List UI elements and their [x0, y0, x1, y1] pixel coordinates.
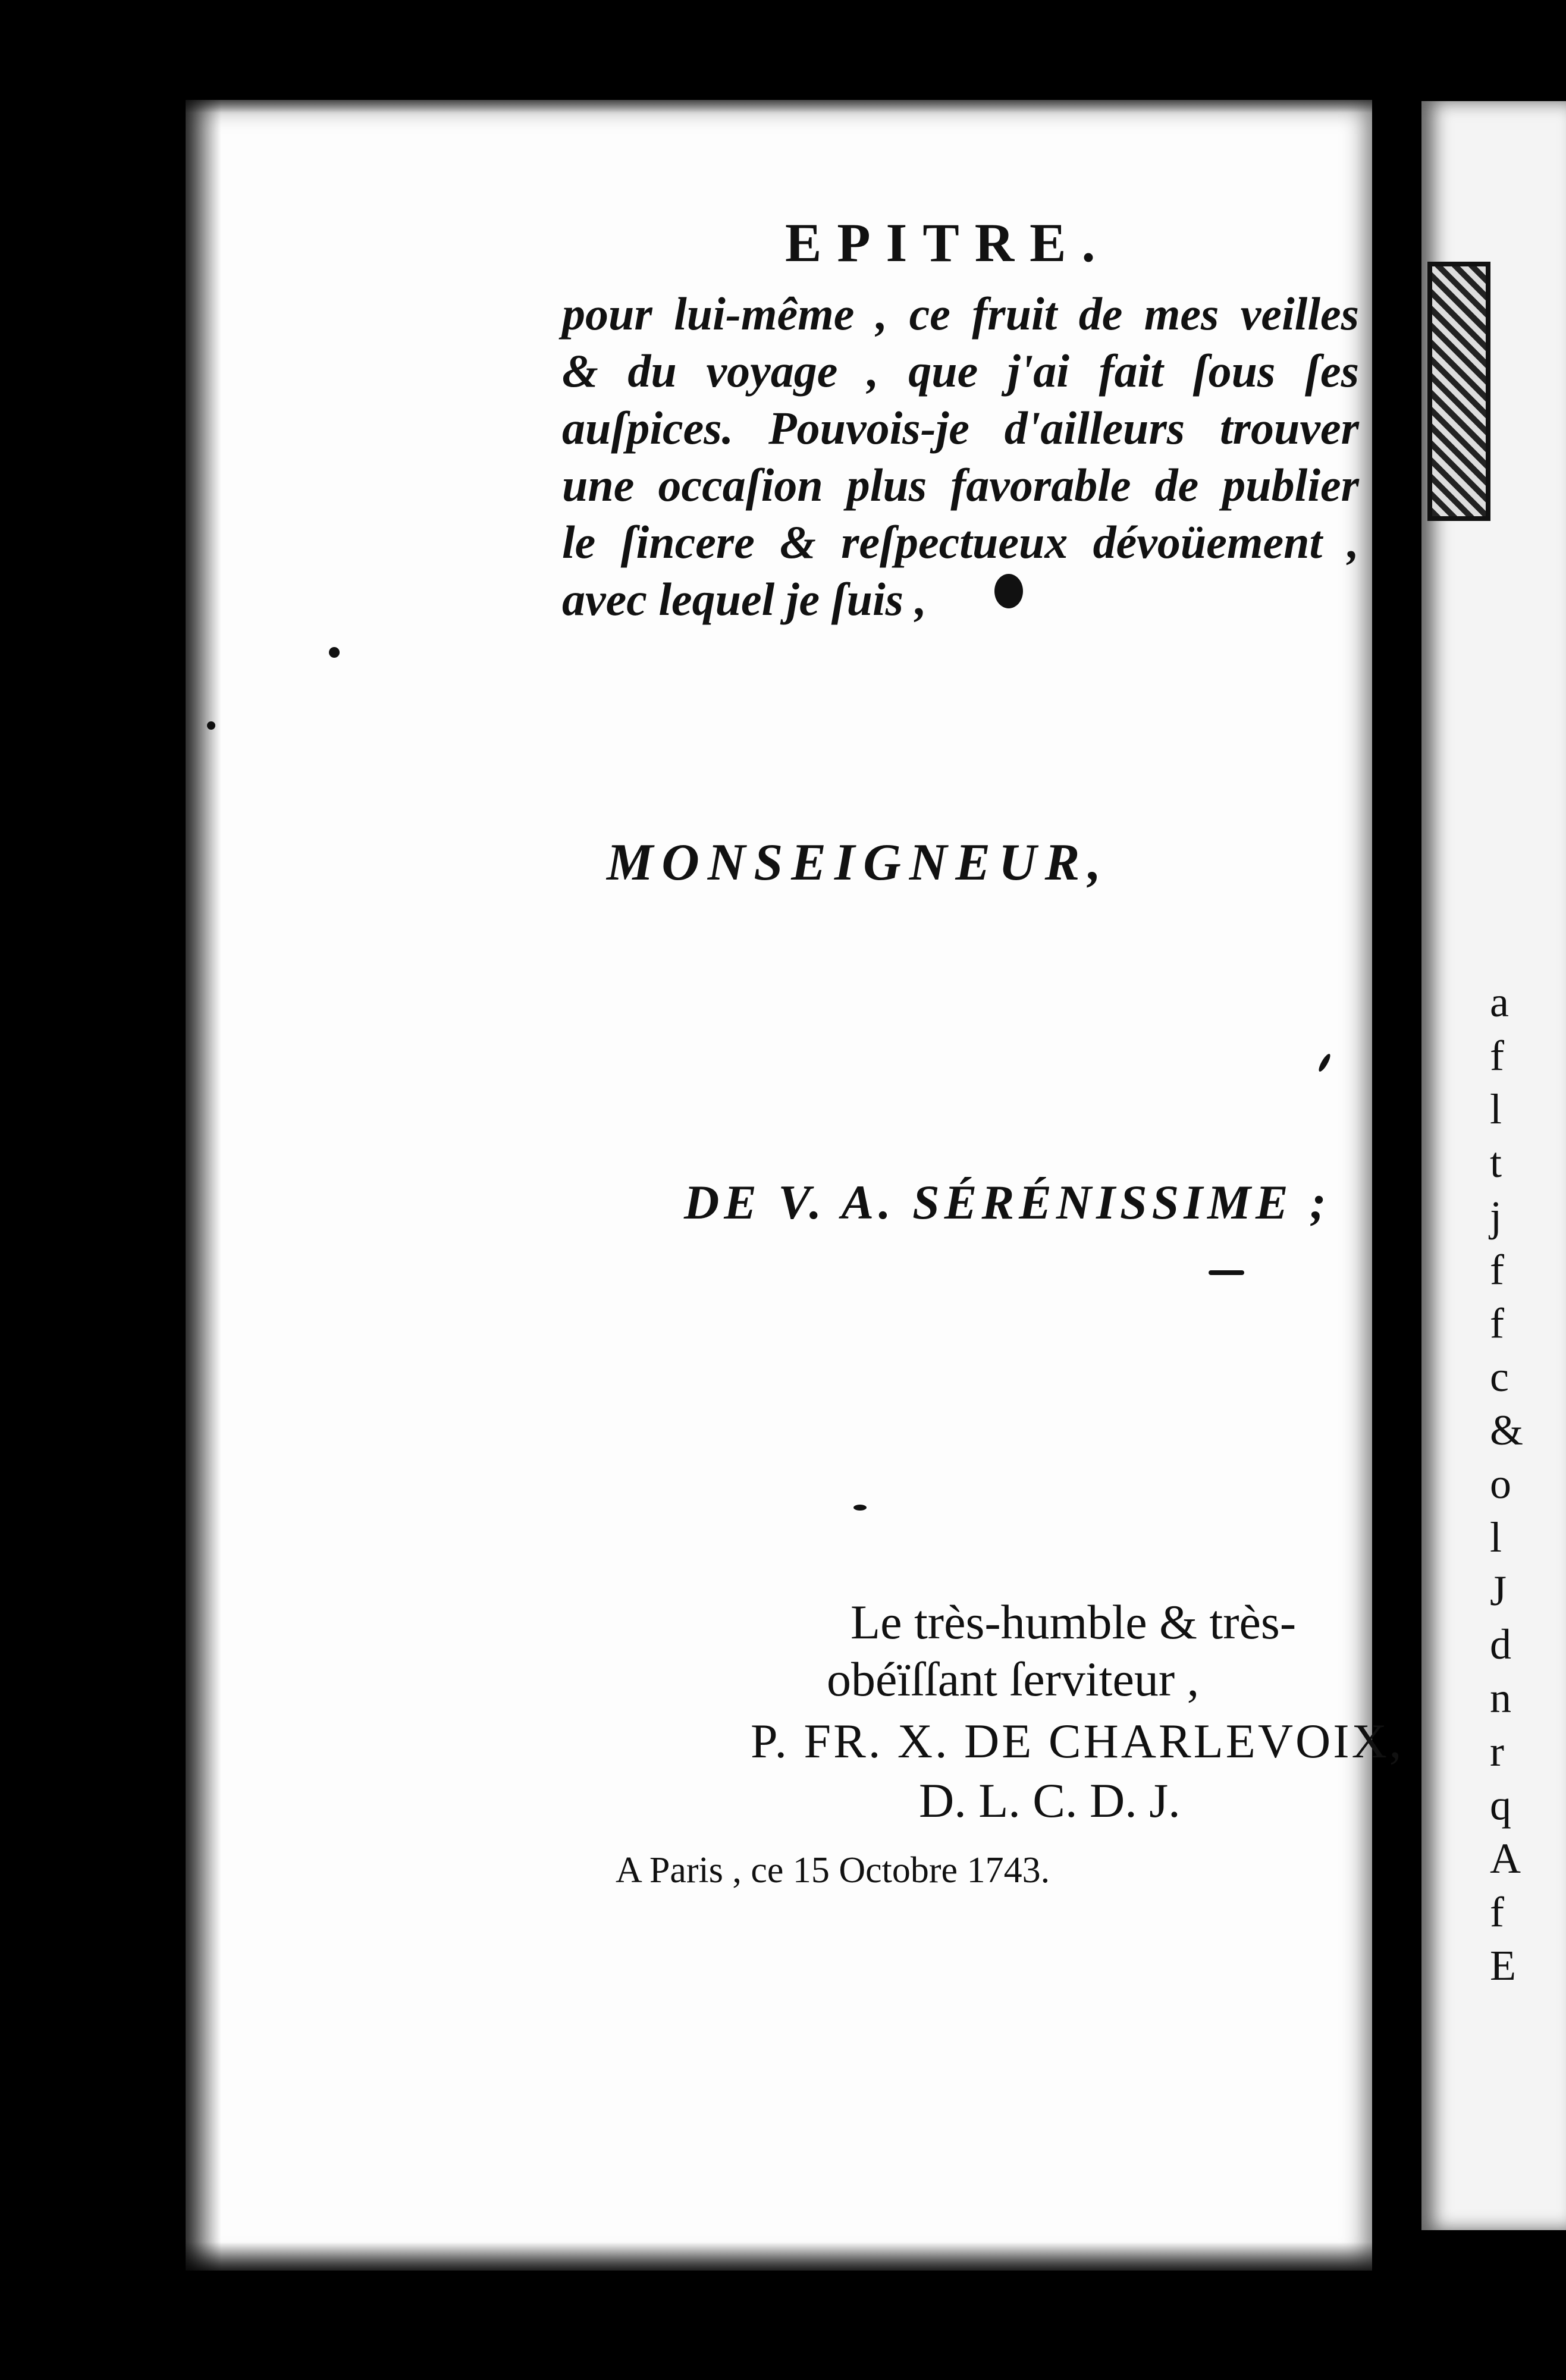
- closing-line: obéïſſant ſerviteur ,: [827, 1652, 1200, 1706]
- adjacent-page-letter: &: [1490, 1406, 1524, 1454]
- adjacent-page-letter: f: [1490, 1299, 1504, 1347]
- epistle-body: [562, 285, 1359, 628]
- adjacent-page-letter: J: [1490, 1567, 1507, 1615]
- ink-speck: [329, 647, 340, 658]
- adjacent-page-letters: [1490, 975, 1561, 1992]
- body-line: une occaſion plus favorable de publier: [562, 459, 1359, 511]
- body-line: pour lui-même , ce fruit de mes veilles: [562, 288, 1359, 340]
- page-top-shadow: [178, 89, 1380, 113]
- salutation: MONSEIGNEUR,: [607, 834, 1110, 891]
- adjacent-page-letter: f: [1490, 1246, 1504, 1293]
- adjacent-page-letter: l: [1490, 1514, 1502, 1561]
- ink-blot: [994, 574, 1023, 608]
- ink-speck: [207, 721, 215, 730]
- running-header: EPITRE.: [785, 212, 1111, 273]
- adjacent-page-letter: r: [1490, 1728, 1504, 1775]
- ink-speck: [853, 1505, 867, 1511]
- adjacent-page-letter: a: [1490, 978, 1509, 1026]
- adjacent-page-letter: l: [1490, 1085, 1502, 1133]
- author-name: P. FR. X. DE CHARLEVOIX,: [751, 1714, 1404, 1768]
- adjacent-page-letter: A: [1490, 1835, 1521, 1882]
- address-line: DE V. A. SÉRÉNISSIME ;: [684, 1175, 1331, 1229]
- body-line: le ſincere & reſpectueux dévoüement ,: [562, 516, 1359, 568]
- adjacent-page-letter: n: [1490, 1674, 1511, 1722]
- closing-line: Le très-humble & très-: [851, 1595, 1297, 1649]
- body-line: auſpices. Pouvois-je d'ailleurs trouver: [562, 402, 1359, 454]
- dateline: A Paris , ce 15 Octobre 1743.: [616, 1850, 1050, 1891]
- adjacent-page-letter: t: [1490, 1139, 1502, 1186]
- adjacent-page-letter: E: [1490, 1942, 1516, 1989]
- adjacent-page-letter: f: [1490, 1888, 1504, 1936]
- body-line: avec lequel je ſuis ,: [562, 573, 927, 625]
- page-bottom-shadow: [178, 2242, 1380, 2278]
- adjacent-page-ornament: [1427, 262, 1490, 521]
- body-line: & du voyage , que j'ai fait ſous ſes: [562, 345, 1359, 397]
- adjacent-page-letter: d: [1490, 1621, 1511, 1668]
- adjacent-page-letter: j: [1490, 1192, 1502, 1240]
- adjacent-page-letter: o: [1490, 1460, 1511, 1508]
- adjacent-page-letter: q: [1490, 1781, 1511, 1829]
- adjacent-page-letter: f: [1490, 1032, 1504, 1079]
- author-initials: D. L. C. D. J.: [919, 1773, 1181, 1828]
- ink-speck: [1209, 1270, 1244, 1275]
- adjacent-page-letter: c: [1490, 1353, 1509, 1401]
